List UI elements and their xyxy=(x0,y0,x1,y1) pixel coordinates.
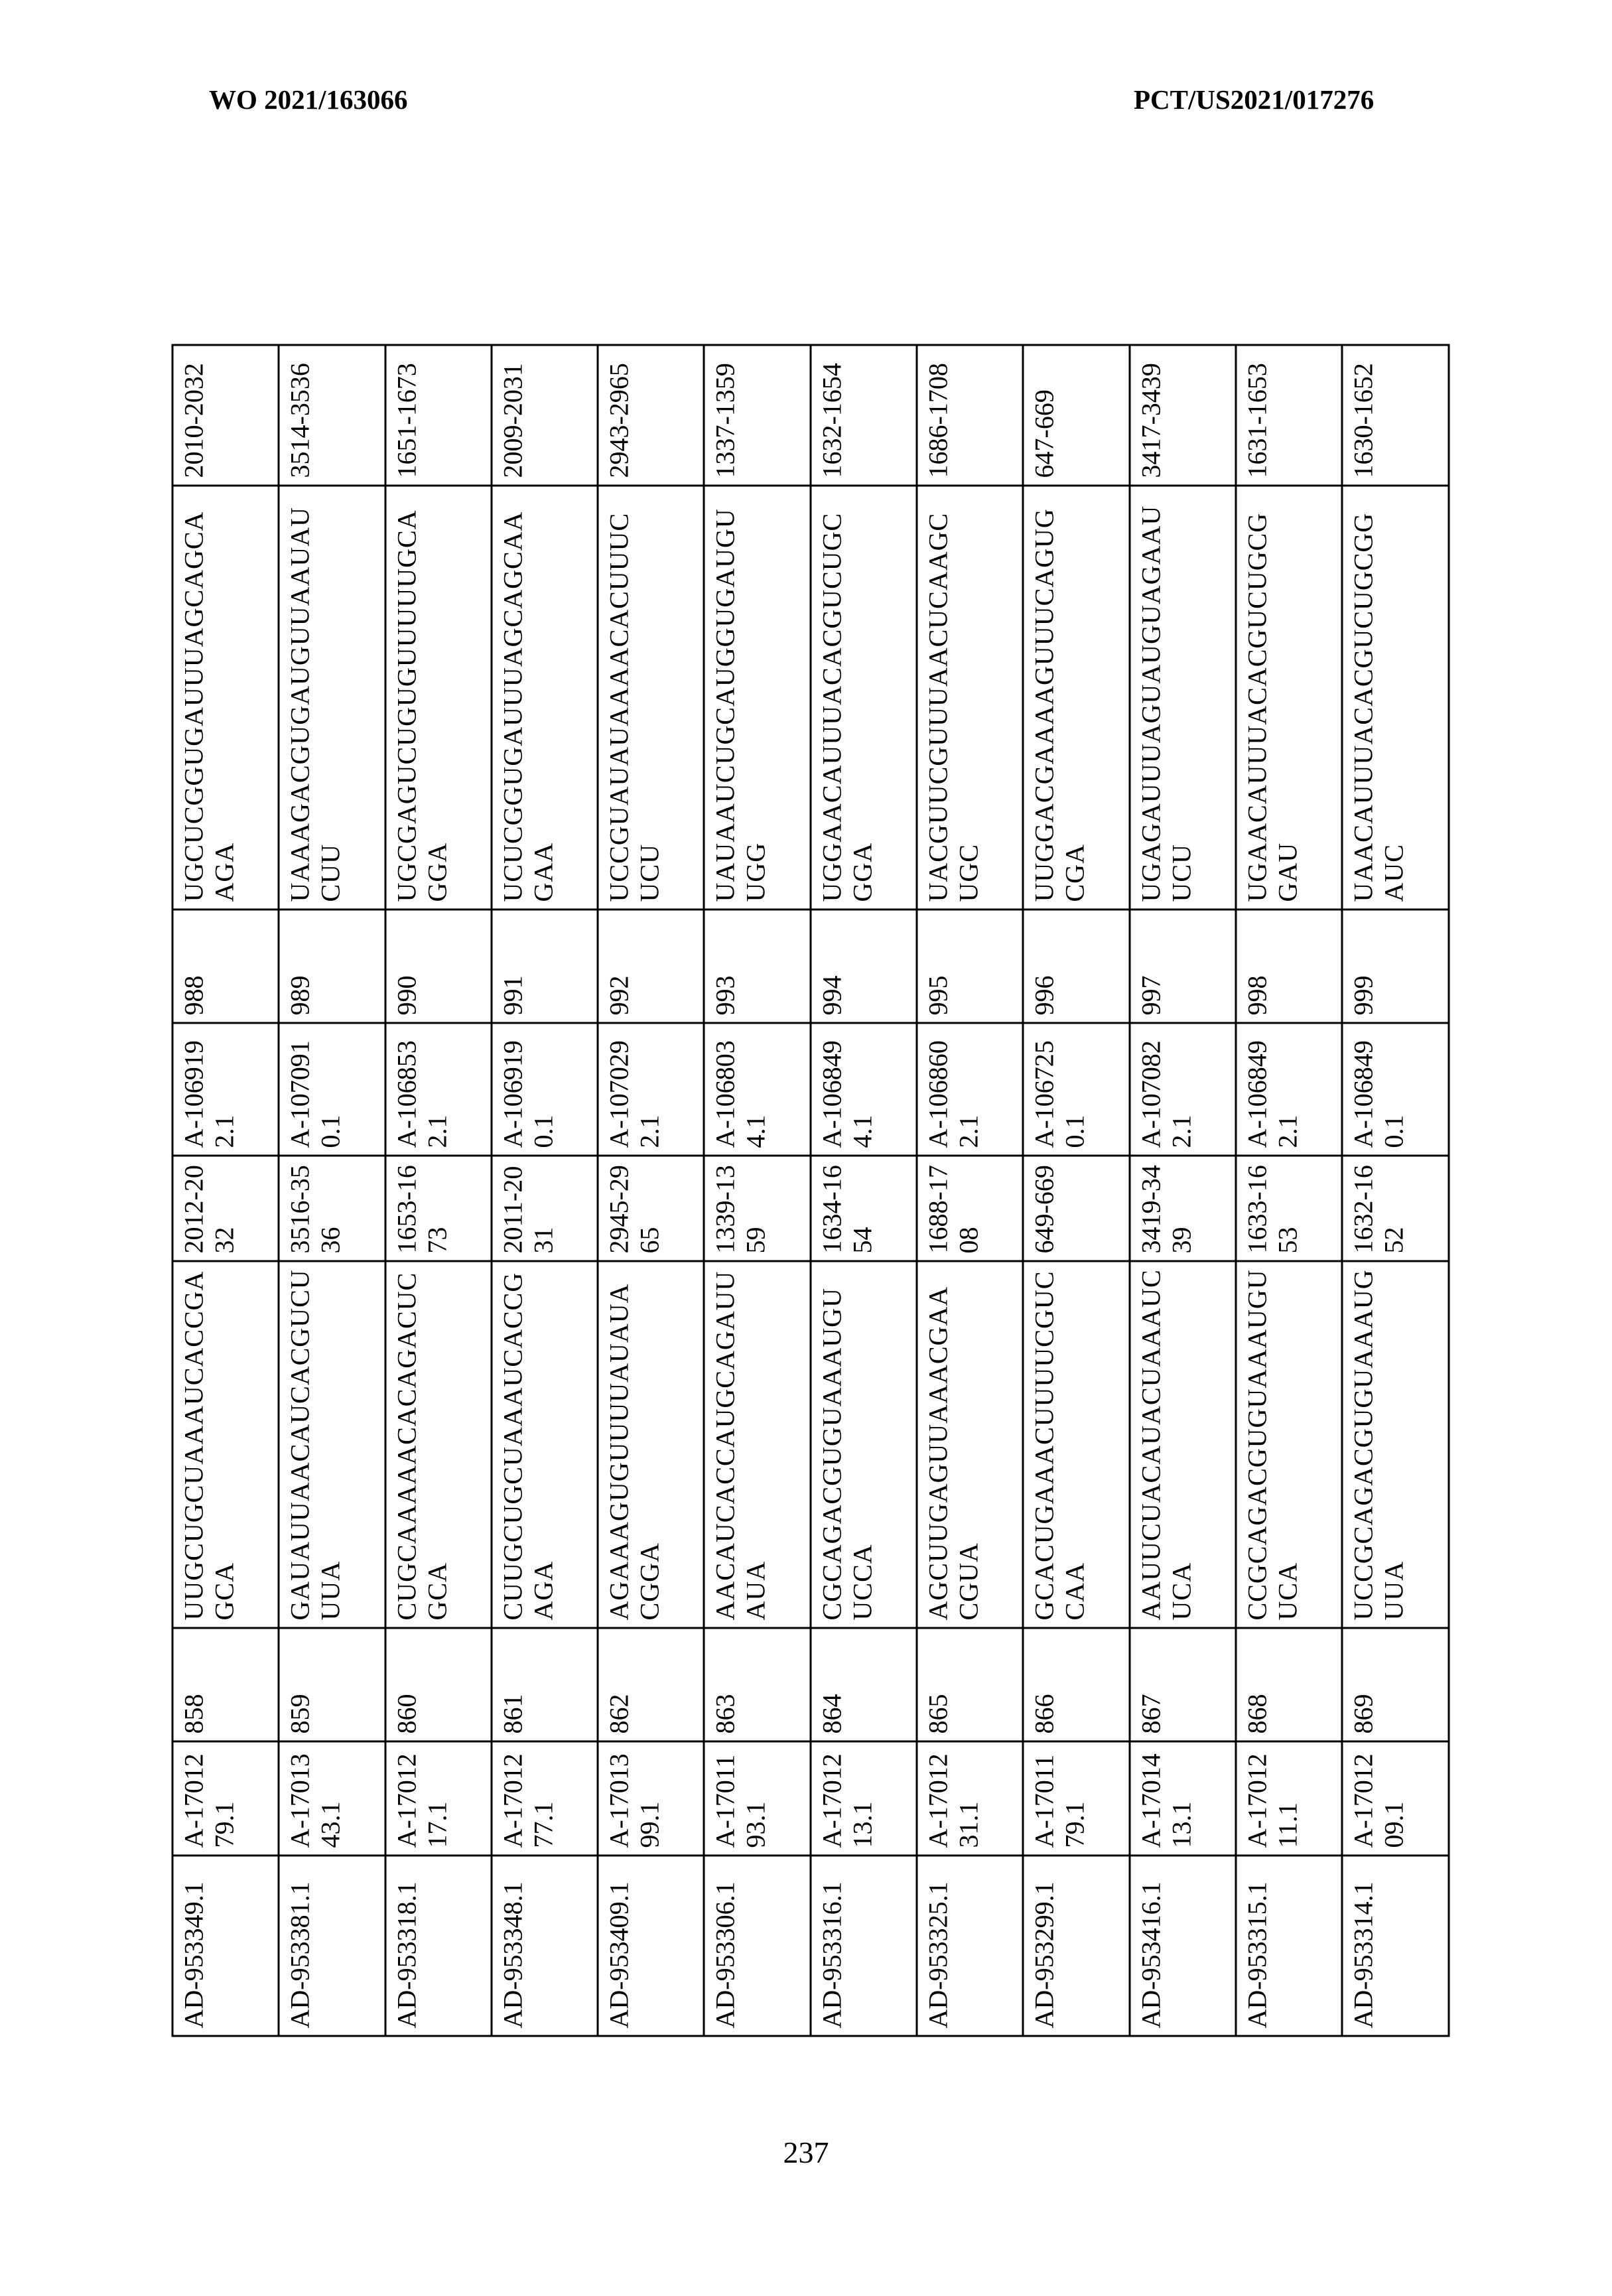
sense-range-cell: 1651-1673 xyxy=(385,345,491,486)
antisense-sequence-cell: AAUUCUACAUACUAAAUCUCA xyxy=(1129,1261,1235,1628)
antisense-oligo-id-cell: A-1701213.1 xyxy=(810,1741,916,1856)
sense-seq-id-cell: 995 xyxy=(917,910,1023,1023)
antisense-seq-id-cell: 867 xyxy=(1129,1628,1235,1741)
sense-range-cell: 1686-1708 xyxy=(917,345,1023,486)
sense-sequence-cell: UACGUUCGUUUAACUCAAGCUGC xyxy=(917,486,1023,910)
sense-seq-id-cell: 997 xyxy=(1129,910,1235,1023)
sense-range-cell: 2009-2031 xyxy=(491,345,597,486)
antisense-range-cell: 1634-1654 xyxy=(810,1156,916,1261)
sense-oligo-id-cell: A-1069190.1 xyxy=(491,1023,597,1156)
antisense-seq-id-cell: 861 xyxy=(491,1628,597,1741)
antisense-range-cell: 1339-1359 xyxy=(704,1156,810,1261)
antisense-sequence-cell: UCCGCAGACGUGUAAAUGUUA xyxy=(1342,1261,1448,1628)
duplex-id-cell: AD-953314.1 xyxy=(1342,1856,1448,2036)
sense-oligo-id-cell: A-1069192.1 xyxy=(172,1023,279,1156)
page-number: 237 xyxy=(783,2135,829,2169)
sense-sequence-cell: UGGAACAUUUACACGUCUGCGGA xyxy=(810,486,916,910)
sense-seq-id-cell: 991 xyxy=(491,910,597,1023)
sense-sequence-cell: UCCGUAUAUAAAACACUUUCUCU xyxy=(598,486,704,910)
antisense-oligo-id-cell: A-1701231.1 xyxy=(917,1741,1023,1856)
sense-range-cell: 1632-1654 xyxy=(810,345,916,486)
sense-seq-id-cell: 990 xyxy=(385,910,491,1023)
antisense-range-cell: 2011-2031 xyxy=(491,1156,597,1261)
sense-seq-id-cell: 999 xyxy=(1342,910,1448,1023)
antisense-sequence-cell: AACAUCACCAUGCAGAUUAUA xyxy=(704,1261,810,1628)
duplex-id-cell: AD-953306.1 xyxy=(704,1856,810,2036)
antisense-sequence-cell: GAUAUUAACAUCACGUCUUUA xyxy=(279,1261,385,1628)
table-row xyxy=(1023,345,1129,2036)
sense-sequence-cell: UUGGACGAAAAGUUUCAGUGCGA xyxy=(1023,486,1129,910)
sense-sequence-cell: UAACAUUUACACGUCUGCGGAUC xyxy=(1342,486,1448,910)
antisense-seq-id-cell: 866 xyxy=(1023,1628,1129,1741)
sequence-table xyxy=(171,344,1449,2037)
antisense-sequence-cell: AGAAAGUGUUUUAUAUACGGA xyxy=(598,1261,704,1628)
sense-range-cell: 2010-2032 xyxy=(172,345,279,486)
antisense-oligo-id-cell: A-1701179.1 xyxy=(1023,1741,1129,1856)
table-row xyxy=(385,345,491,2036)
antisense-oligo-id-cell: A-1701343.1 xyxy=(279,1741,385,1856)
sense-sequence-cell: UGAGAUUUAGUAUGUAGAAUUCU xyxy=(1129,486,1235,910)
table-row xyxy=(1129,345,1235,2036)
antisense-range-cell: 649-669 xyxy=(1023,1156,1129,1261)
sense-range-cell: 647-669 xyxy=(1023,345,1129,486)
duplex-id-cell: AD-953348.1 xyxy=(491,1856,597,2036)
antisense-range-cell: 1632-1652 xyxy=(1342,1156,1448,1261)
sense-seq-id-cell: 993 xyxy=(704,910,810,1023)
antisense-oligo-id-cell: A-1701277.1 xyxy=(491,1741,597,1856)
rotated-table-container xyxy=(171,346,1447,2037)
sense-range-cell: 1631-1653 xyxy=(1235,345,1341,486)
antisense-seq-id-cell: 862 xyxy=(598,1628,704,1741)
antisense-range-cell: 3419-3439 xyxy=(1129,1156,1235,1261)
table-row xyxy=(1235,345,1341,2036)
sense-range-cell: 1337-1359 xyxy=(704,345,810,486)
application-number: PCT/US2021/017276 xyxy=(1134,84,1375,115)
antisense-seq-id-cell: 865 xyxy=(917,1628,1023,1741)
sense-oligo-id-cell: A-1068532.1 xyxy=(385,1023,491,1156)
table-row xyxy=(810,345,916,2036)
sense-oligo-id-cell: A-1068490.1 xyxy=(1342,1023,1448,1156)
antisense-oligo-id-cell: A-1701193.1 xyxy=(704,1741,810,1856)
antisense-oligo-id-cell: A-1701399.1 xyxy=(598,1741,704,1856)
antisense-oligo-id-cell: A-1701413.1 xyxy=(1129,1741,1235,1856)
antisense-seq-id-cell: 864 xyxy=(810,1628,916,1741)
duplex-id-cell: AD-953318.1 xyxy=(385,1856,491,2036)
sense-sequence-cell: UGCUCGGUGAUUUAGCAGCAAGA xyxy=(172,486,279,910)
antisense-seq-id-cell: 863 xyxy=(704,1628,810,1741)
antisense-seq-id-cell: 860 xyxy=(385,1628,491,1741)
sense-oligo-id-cell: A-1068492.1 xyxy=(1235,1023,1341,1156)
sense-oligo-id-cell: A-1070910.1 xyxy=(279,1023,385,1156)
sense-range-cell: 1630-1652 xyxy=(1342,345,1448,486)
antisense-range-cell: 1653-1673 xyxy=(385,1156,491,1261)
sense-sequence-cell: UCUCGGUGAUUUAGCAGCAAGAA xyxy=(491,486,597,910)
table-row xyxy=(172,345,279,2036)
duplex-id-cell: AD-953299.1 xyxy=(1023,1856,1129,2036)
sense-seq-id-cell: 988 xyxy=(172,910,279,1023)
antisense-oligo-id-cell: A-1701279.1 xyxy=(172,1741,279,1856)
antisense-range-cell: 2012-2032 xyxy=(172,1156,279,1261)
antisense-sequence-cell: CUUGCUGCUAAAUCACCGAGA xyxy=(491,1261,597,1628)
sense-seq-id-cell: 989 xyxy=(279,910,385,1023)
sense-seq-id-cell: 998 xyxy=(1235,910,1341,1023)
sense-sequence-cell: UAAAGACGUGAUGUUAAUAUCUU xyxy=(279,486,385,910)
sense-oligo-id-cell: A-1068494.1 xyxy=(810,1023,916,1156)
antisense-oligo-id-cell: A-1701209.1 xyxy=(1342,1741,1448,1856)
antisense-range-cell: 3516-3536 xyxy=(279,1156,385,1261)
sense-oligo-id-cell: A-1070292.1 xyxy=(598,1023,704,1156)
antisense-sequence-cell: CGCAGACGUGUAAAUGUUCCA xyxy=(810,1261,916,1628)
sense-range-cell: 3514-3536 xyxy=(279,345,385,486)
duplex-id-cell: AD-953325.1 xyxy=(917,1856,1023,2036)
sense-sequence-cell: UAUAAUCUGCAUGGUGAUGUUGG xyxy=(704,486,810,910)
table-row xyxy=(491,345,597,2036)
antisense-oligo-id-cell: A-1701217.1 xyxy=(385,1741,491,1856)
antisense-sequence-cell: CUGCAAAAACACAGACUCGCA xyxy=(385,1261,491,1628)
duplex-id-cell: AD-953316.1 xyxy=(810,1856,916,2036)
antisense-seq-id-cell: 868 xyxy=(1235,1628,1341,1741)
sense-seq-id-cell: 994 xyxy=(810,910,916,1023)
sense-oligo-id-cell: A-1070822.1 xyxy=(1129,1023,1235,1156)
sense-oligo-id-cell: A-1067250.1 xyxy=(1023,1023,1129,1156)
sense-oligo-id-cell: A-1068602.1 xyxy=(917,1023,1023,1156)
sense-sequence-cell: UGAACAUUUACACGUCUGCGGAU xyxy=(1235,486,1341,910)
table-row xyxy=(1342,345,1448,2036)
duplex-id-cell: AD-953416.1 xyxy=(1129,1856,1235,2036)
antisense-seq-id-cell: 859 xyxy=(279,1628,385,1741)
antisense-sequence-cell: GCACUGAAACUUUUCGUCCAA xyxy=(1023,1261,1129,1628)
table-row xyxy=(917,345,1023,2036)
duplex-id-cell: AD-953349.1 xyxy=(172,1856,279,2036)
table-row xyxy=(704,345,810,2036)
table-row xyxy=(279,345,385,2036)
antisense-range-cell: 1633-1653 xyxy=(1235,1156,1341,1261)
antisense-range-cell: 1688-1708 xyxy=(917,1156,1023,1261)
sense-range-cell: 3417-3439 xyxy=(1129,345,1235,486)
sense-seq-id-cell: 992 xyxy=(598,910,704,1023)
duplex-id-cell: AD-953315.1 xyxy=(1235,1856,1341,2036)
antisense-range-cell: 2945-2965 xyxy=(598,1156,704,1261)
sense-oligo-id-cell: A-1068034.1 xyxy=(704,1023,810,1156)
antisense-sequence-cell: CCGCAGACGUGUAAAUGUUCA xyxy=(1235,1261,1341,1628)
antisense-sequence-cell: UUGCUGCUAAAUCACCGAGCA xyxy=(172,1261,279,1628)
sense-seq-id-cell: 996 xyxy=(1023,910,1129,1023)
publication-number: WO 2021/163066 xyxy=(209,84,408,115)
sense-sequence-cell: UGCGAGUCUGUGUUUUUGCAGGA xyxy=(385,486,491,910)
duplex-id-cell: AD-953409.1 xyxy=(598,1856,704,2036)
antisense-seq-id-cell: 869 xyxy=(1342,1628,1448,1741)
antisense-oligo-id-cell: A-1701211.1 xyxy=(1235,1741,1341,1856)
antisense-seq-id-cell: 858 xyxy=(172,1628,279,1741)
duplex-id-cell: AD-953381.1 xyxy=(279,1856,385,2036)
table-row xyxy=(598,345,704,2036)
antisense-sequence-cell: AGCUUGAGUUAAACGAACGUA xyxy=(917,1261,1023,1628)
sense-range-cell: 2943-2965 xyxy=(598,345,704,486)
